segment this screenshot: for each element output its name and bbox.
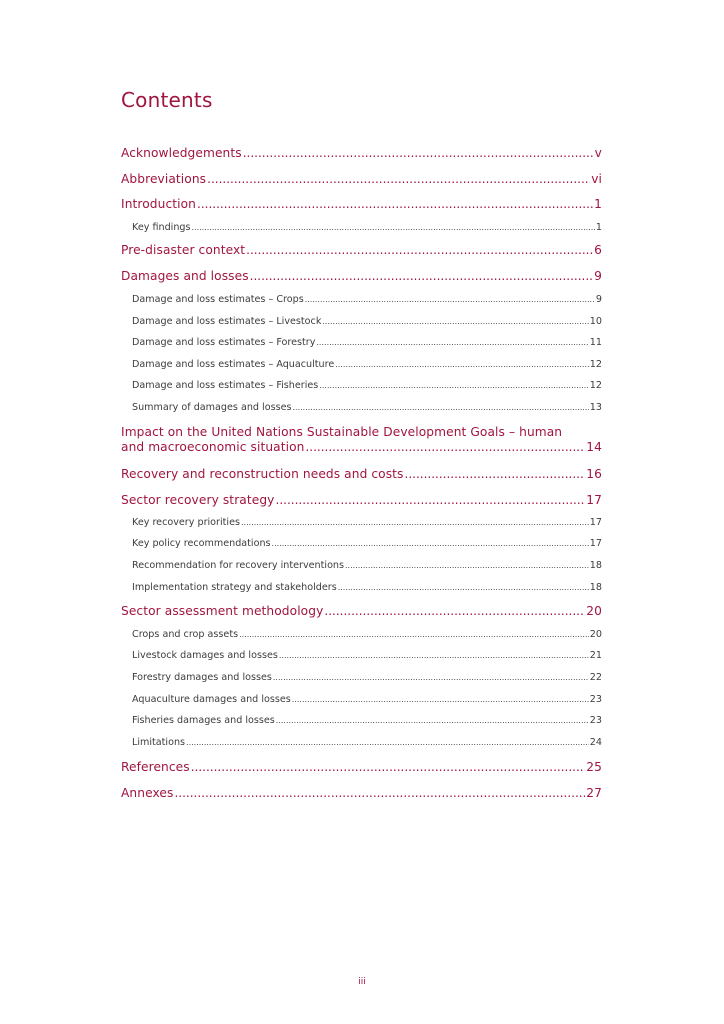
toc-entry-page: 11 (589, 337, 602, 348)
toc-entry-page: 27 (586, 786, 602, 800)
toc-entry-page: vi (591, 172, 602, 186)
toc-entry-sector-assessment-methodology[interactable] (121, 604, 602, 618)
page-number: iii (358, 977, 366, 987)
toc-entry-page: 9 (595, 294, 602, 305)
dot-leader (324, 604, 585, 618)
toc-entry-page: 1 (594, 197, 602, 211)
dot-leader (338, 582, 589, 593)
toc-entry-forestry-damages-and-losses[interactable] (132, 672, 602, 683)
toc-entry-references[interactable] (121, 760, 602, 774)
toc-entry-sector-recovery-strategy[interactable] (121, 493, 602, 507)
dot-leader (292, 694, 589, 705)
dot-leader (305, 294, 595, 305)
dot-leader (174, 786, 585, 800)
toc-entry-damage-and-loss-estimates-forestry[interactable] (132, 337, 602, 348)
toc-entry-page: v (594, 146, 602, 160)
toc-entry-page: 1 (595, 222, 602, 233)
toc-entry-key-recovery-priorities[interactable] (132, 517, 602, 528)
dot-leader (192, 222, 595, 233)
toc-entry-damage-and-loss-estimates-aquaculture[interactable] (132, 359, 602, 370)
toc-entry-page: 18 (589, 582, 602, 593)
toc-entry-recommendation-for-recovery-interventions[interactable] (132, 560, 602, 571)
toc-entry-fisheries-damages-and-losses[interactable] (132, 715, 602, 726)
toc-entry-page: 16 (586, 467, 602, 481)
toc-entry-page: 25 (586, 760, 602, 774)
toc-entry-page: 12 (589, 359, 602, 370)
toc-entry-title: Damage and loss estimates – Fisheries (132, 380, 319, 391)
toc-entry-title: Crops and crop assets (132, 629, 239, 640)
toc-entry-recovery-and-reconstruction-needs-and-costs[interactable] (121, 467, 602, 481)
toc-entry-page: 9 (594, 269, 602, 283)
dot-leader (322, 316, 588, 327)
toc-entry-page: 6 (594, 243, 602, 257)
toc-entry-key-findings[interactable] (132, 222, 602, 233)
toc-entry-page: 24 (589, 737, 602, 748)
dot-leader (273, 672, 589, 683)
toc-entry-page: 21 (589, 650, 602, 661)
dot-leader (276, 493, 586, 507)
toc-entry-title: Forestry damages and losses (132, 672, 272, 683)
toc-entry-introduction[interactable] (121, 197, 602, 211)
toc-entry-title: Damages and losses (121, 269, 249, 283)
toc-entry-title: Key policy recommendations (132, 538, 271, 549)
dot-leader (292, 402, 588, 413)
dot-leader (239, 629, 589, 640)
dot-leader (246, 243, 593, 257)
toc-entry-title: Key recovery priorities (132, 517, 240, 528)
dot-leader (243, 146, 594, 160)
toc-entry-title: Recovery and reconstruction needs and costs (121, 467, 404, 481)
toc-entry-title: Key findings (132, 222, 191, 233)
toc-entry-damage-and-loss-estimates-crops[interactable] (132, 294, 602, 305)
dot-leader (305, 440, 585, 454)
toc-entry-limitations[interactable] (132, 737, 602, 748)
toc-entry-title: Aquaculture damages and losses (132, 694, 291, 705)
toc-entry-damage-and-loss-estimates-livestock[interactable] (132, 316, 602, 327)
dot-leader (405, 467, 586, 481)
toc-entry-page: 10 (589, 316, 602, 327)
toc-entry-title: Livestock damages and losses (132, 650, 278, 661)
toc-entry-page: 18 (589, 560, 602, 571)
dot-leader (191, 760, 586, 774)
toc-entry-title: Fisheries damages and losses (132, 715, 275, 726)
toc-entry-summary-of-damages-and-losses[interactable] (132, 402, 602, 413)
toc-entry-abbreviations[interactable] (121, 172, 602, 186)
toc-entry-impact-on-the-united-nations-sustainable-development-goals-human-and-macroeconomic-situation[interactable] (121, 425, 602, 454)
toc-entry-title: Damage and loss estimates – Livestock (132, 316, 322, 327)
toc-entry-page: 23 (589, 715, 602, 726)
toc-entry-implementation-strategy-and-stakeholders[interactable] (132, 582, 602, 593)
toc-entry-page: 14 (586, 440, 602, 454)
dot-leader (250, 269, 593, 283)
toc-entry-title: Implementation strategy and stakeholders (132, 582, 337, 593)
toc-entry-title: Abbreviations (121, 172, 207, 186)
toc-entry-damage-and-loss-estimates-fisheries[interactable] (132, 380, 602, 391)
dot-leader (319, 380, 588, 391)
toc-entry-title: Damage and loss estimates – Crops (132, 294, 304, 305)
toc-entry-title: Impact on the United Nations Sustainable Development Goals – human (121, 425, 563, 439)
toc-entry-page: 23 (589, 694, 602, 705)
toc-entry-page: 13 (589, 402, 602, 413)
toc-entry-page: 17 (589, 517, 602, 528)
dot-leader (279, 650, 589, 661)
dot-leader (207, 172, 590, 186)
toc-entry-title: Acknowledgements (121, 146, 242, 160)
toc-entry-page: 17 (586, 493, 602, 507)
toc-entry-title: Damage and loss estimates – Aquaculture (132, 359, 335, 370)
dot-leader (335, 359, 589, 370)
toc-entry-annexes[interactable] (121, 786, 602, 800)
toc-entry-title: Introduction (121, 197, 197, 211)
toc-entry-damages-and-losses[interactable] (121, 269, 602, 283)
toc-entry-crops-and-crop-assets[interactable] (132, 629, 602, 640)
toc-entry-livestock-damages-and-losses[interactable] (132, 650, 602, 661)
dot-leader (186, 737, 589, 748)
dot-leader (197, 197, 593, 211)
toc-entry-title: References (121, 760, 190, 774)
dot-leader (276, 715, 589, 726)
toc-entry-title: Recommendation for recovery interventions (132, 560, 345, 571)
toc-entry-title: Sector recovery strategy (121, 493, 275, 507)
dot-leader (241, 517, 589, 528)
toc-entry-page: 17 (589, 538, 602, 549)
toc-entry-title: Sector assessment methodology (121, 604, 324, 618)
dot-leader (316, 337, 588, 348)
toc-entry-page: 20 (589, 629, 602, 640)
toc-entry-aquaculture-damages-and-losses[interactable] (132, 694, 602, 705)
toc-entry-title: Limitations (132, 737, 186, 748)
toc-entry-title: Pre-disaster context (121, 243, 246, 257)
dot-leader (272, 538, 589, 549)
toc-entry-acknowledgements[interactable] (121, 146, 602, 160)
toc-entry-page: 22 (589, 672, 602, 683)
toc-entry-page: 12 (589, 380, 602, 391)
dot-leader (345, 560, 589, 571)
toc-entry-title-continued: and macroeconomic situation (121, 440, 305, 454)
toc-entry-pre-disaster-context[interactable] (121, 243, 602, 257)
toc-entry-title: Annexes (121, 786, 174, 800)
toc-entry-page: 20 (586, 604, 602, 618)
toc-entry-title: Summary of damages and losses (132, 402, 292, 413)
contents-heading: Contents (121, 88, 213, 112)
toc-entry-title: Damage and loss estimates – Forestry (132, 337, 316, 348)
toc-entry-key-policy-recommendations[interactable] (132, 538, 602, 549)
